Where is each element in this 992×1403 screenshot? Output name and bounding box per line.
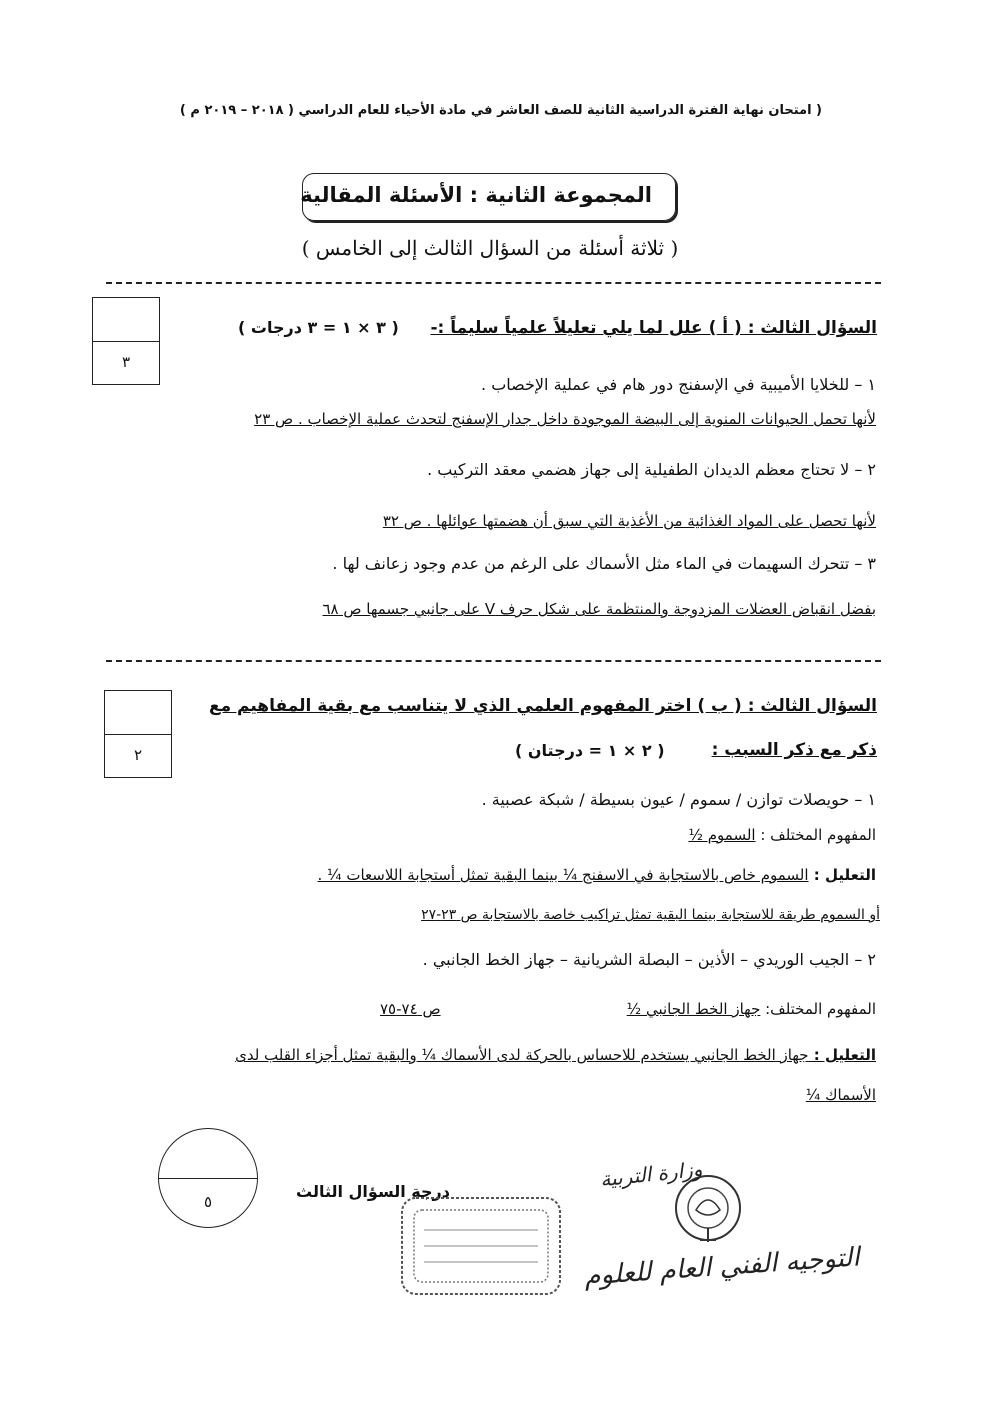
q3a-item1-answer: لأنها تحمل الحيوانات المنوية إلى البيضة الموجودة داخل جدار الإسفنج لتحدث عملية الإخصاب . ص ٢٣ [254,410,876,428]
q3b-item1-reason [318,866,876,884]
q3-score-circle [158,1128,258,1228]
stamp-icon [396,1190,566,1300]
q3b-item2-reason [235,1046,876,1064]
q3a-score: ٣ [121,353,131,371]
q3b-item2-question: ٢ – الجيب الوريدي – الأذين – البصلة الشريانية – جهاز الخط الجانبي . [422,950,876,969]
q3b-heading-line1: السؤال الثالث : ( ب ) اختر المفهوم العلمي الذي لا يتناسب مع بقية المفاهيم مع [208,696,877,716]
q3a-item3-question: ٣ – تتحرك السهيمات في الماء مثل الأسماك على الرغم من عدم وجود زعانف لها . [332,554,876,573]
q3a-heading: السؤال الثالث : ( أ ) علل لما يلي تعليلاً علمياً سليماً :- [430,318,877,338]
q3a-item3-answer: بفضل انقباض العضلات المزدوجة والمنتظمة على شكل حرف V على جانبي جسمها ص ٦٨ [322,600,876,618]
q3b-heading-line2: ذكر مع ذكر السبب : [711,740,877,760]
q3b-item2-concept-label: المفهوم المختلف: [760,1000,876,1018]
q3b-item1-alt-reason: أو السموم طريقة للاستجابة بينما البقية تمثل تراكيب خاصة بالاستجابة ص ٢٣-٢٧ [421,907,880,923]
separator [106,660,881,662]
exam-header: ( امتحان نهاية الفترة الدراسية الثانية للصف العاشر في مادة الأحياء للعام الدراسي ( ٢٠١٨ – ٢٠١٩ م ) [179,103,822,118]
official-stamp [396,1190,566,1300]
q3b-item1-question: ١ – حويصلات توازن / سموم / عيون بسيطة / شبكة عصبية . [481,790,876,809]
q3a-item2-question: ٢ – لا تحتاج معظم الديدان الطفيلية إلى جهاز هضمي معقد التركيب . [427,460,876,479]
q3b-score: ٢ [133,746,143,764]
q3b-item2-reason-label: التعليل : [808,1046,876,1064]
q3b-item1-reason-label: التعليل : [808,866,876,884]
q3a-score-box [92,297,160,385]
q3-score: ٥ [203,1193,213,1211]
ministry-name: وزارة التربية [599,1156,704,1192]
q3b-item2-page-ref: ص ٧٤-٧٥ [380,1000,441,1018]
group-subtitle: ( ثلاثة أسئلة من السؤال الثالث إلى الخامس ) [301,236,679,260]
q3b-item1-reason-value: السموم خاص بالاستجابة في الاسفنج ¼ بينما البقية تمثل أستجابة اللاسعات ¼ . [317,866,809,884]
q3b-item1-concept-label: المفهوم المختلف : [755,826,876,844]
q3b-item2-concept [627,1000,876,1018]
group-title: المجموعة الثانية : الأسئلة المقالية [300,183,652,207]
q3b-marks: ( ٢ × ١ = درجتان ) [515,741,665,760]
q3a-item2-answer: لأنها تحصل على المواد الغذائية من الأغذية التي سبق أن هضمتها عوائلها . ص ٣٢ [382,512,876,530]
q3a-item1-question: ١ – للخلايا الأميبية في الإسفنج دور هام في عملية الإخصاب . [481,375,876,394]
separator [106,282,881,284]
q3b-item2-concept-value: جهاز الخط الجانبي ½ [626,1000,761,1018]
q3b-score-box [104,690,172,778]
q3b-item2-reason-line1: جهاز الخط الجانبي يستخدم للاحساس بالحركة لدى الأسماك ¼ والبقية تمثل أجزاء القلب لدى [235,1046,809,1064]
q3b-item1-concept-value: السموم ½ [688,826,756,844]
q3a-marks: ( ٣ × ١ = ٣ درجات ) [238,318,399,337]
q3-score-label: درجة السؤال الثالث [296,1182,450,1201]
signature-line: التوجيه الفني العام للعلوم [583,1242,861,1292]
q3b-item2-reason-line2: الأسماك ¼ [805,1086,876,1104]
q3b-item1-concept [688,826,876,844]
